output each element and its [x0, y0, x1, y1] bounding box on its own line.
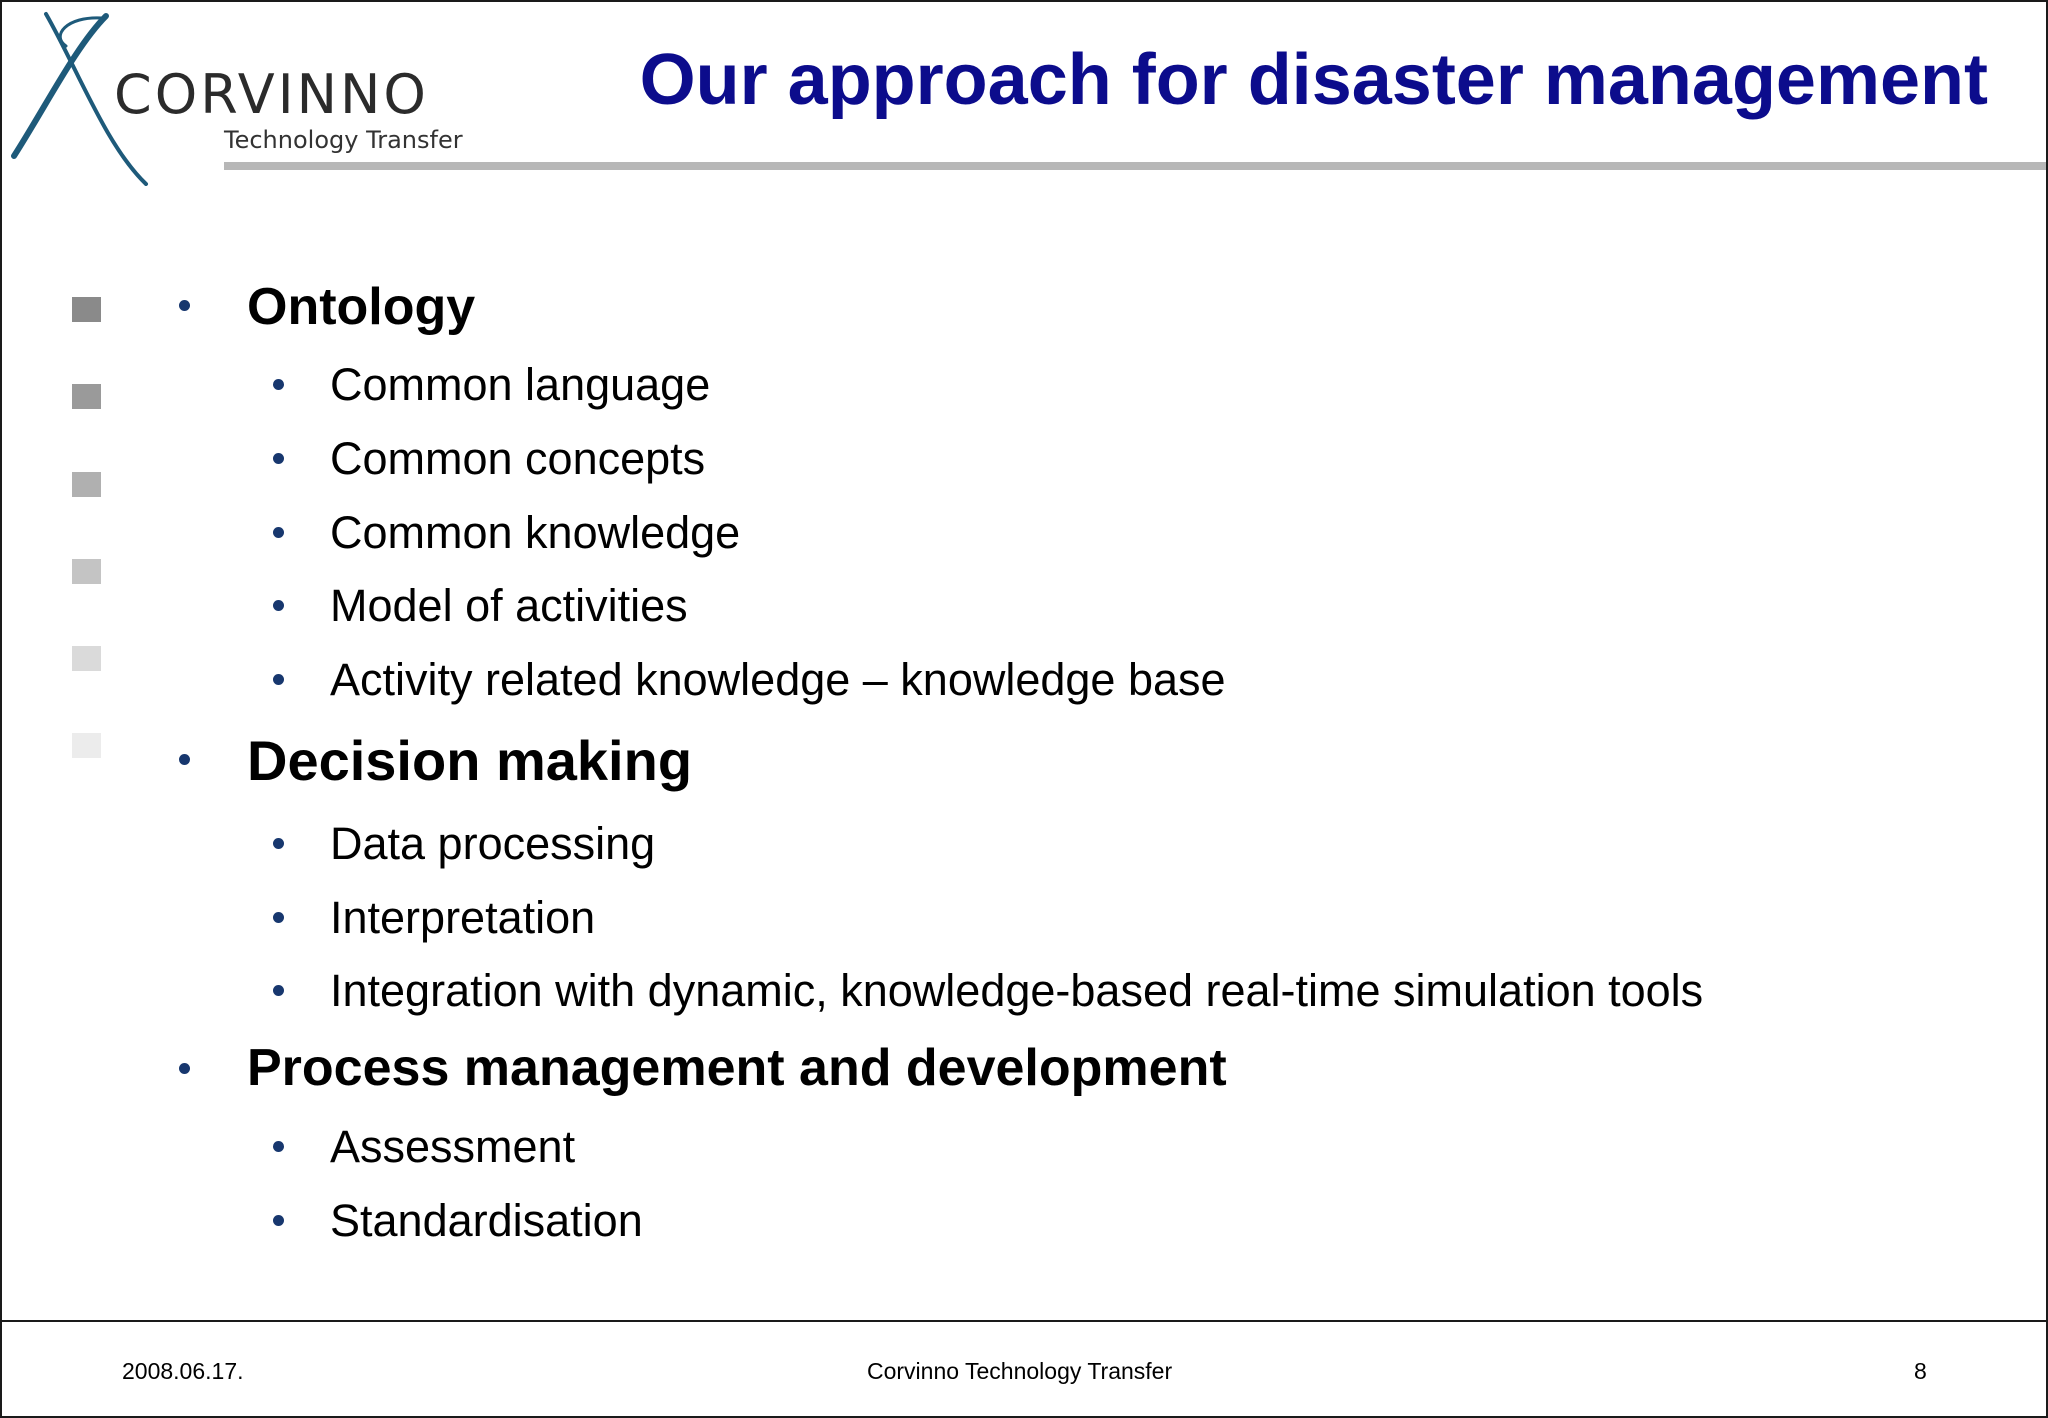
list-item: Assessment	[330, 1121, 576, 1172]
bullet-icon	[273, 1215, 284, 1226]
list-item: Standardisation	[330, 1195, 643, 1246]
logo-tagline: Technology Transfer	[224, 126, 463, 154]
bullet-icon	[273, 838, 284, 849]
bullet-icon	[273, 912, 284, 923]
decor-square-3	[72, 472, 101, 497]
section-heading-decision-making: Decision making	[247, 729, 693, 792]
bullet-icon	[179, 1063, 190, 1074]
decor-square-2	[72, 384, 101, 409]
bullet-icon	[273, 527, 284, 538]
title-divider	[224, 162, 2046, 170]
list-item: Model of activities	[330, 580, 688, 631]
logo-wordmark: CORVINNO	[114, 63, 429, 126]
bullet-icon	[273, 674, 284, 685]
page-number: 8	[1914, 1358, 1927, 1384]
list-item: Integration with dynamic, knowledge-based real-time simulation tools	[330, 965, 1704, 1016]
section-heading-ontology: Ontology	[247, 278, 476, 336]
footer-date: 2008.06.17.	[122, 1358, 244, 1384]
list-item: Activity related knowledge – knowledge base	[330, 654, 1226, 705]
footer-center-text: Corvinno Technology Transfer	[867, 1358, 1173, 1384]
list-item: Common knowledge	[330, 507, 741, 558]
list-item: Data processing	[330, 818, 656, 869]
bullet-icon	[179, 300, 190, 311]
list-item: Common concepts	[330, 433, 706, 484]
list-item: Interpretation	[330, 892, 596, 943]
bullet-icon	[273, 453, 284, 464]
bullet-icon	[273, 985, 284, 996]
bullet-icon	[179, 754, 190, 765]
decor-square-1	[72, 297, 101, 322]
decor-square-6	[72, 733, 101, 758]
decor-square-4	[72, 559, 101, 584]
bullet-icon	[273, 600, 284, 611]
section-heading-process-management: Process management and development	[247, 1039, 1227, 1097]
page-title: Our approach for disaster management	[639, 40, 1988, 120]
footer-divider	[2, 1320, 2046, 1322]
decor-square-5	[72, 646, 101, 671]
corvinno-logo	[6, 6, 476, 186]
bullet-icon	[273, 1141, 284, 1152]
list-item: Common language	[330, 359, 711, 410]
bullet-icon	[273, 379, 284, 390]
